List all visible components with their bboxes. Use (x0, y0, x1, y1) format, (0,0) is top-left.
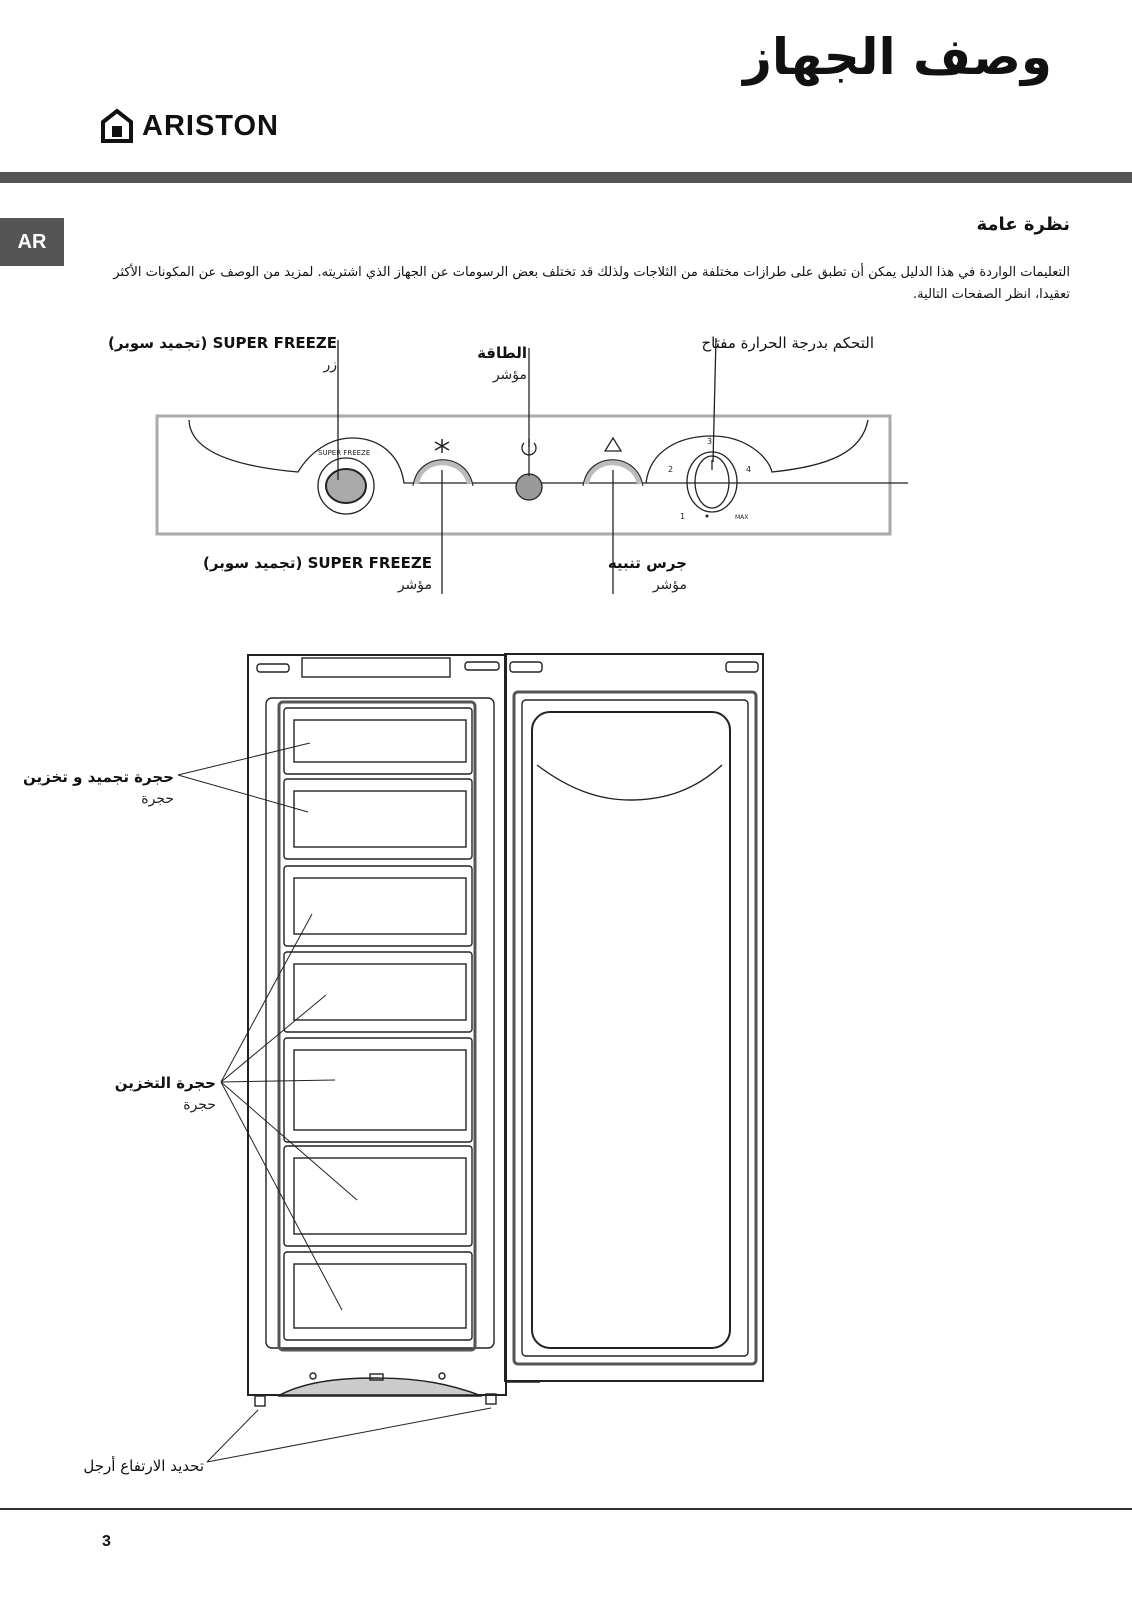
knob-mark-4: 4 (746, 465, 752, 474)
top-control-strip (302, 658, 450, 677)
label-alarm-indicator: جرس تنبيه مؤشر (607, 554, 687, 593)
drawer-front-7 (294, 1264, 466, 1328)
footer-divider (0, 1508, 1132, 1510)
drawer-7 (284, 1252, 472, 1340)
drawer-front-2 (294, 791, 466, 847)
label-storage-compartment: حجرة التخزين حجرة (114, 1074, 216, 1113)
drawer-front-4 (294, 964, 466, 1020)
adjustable-foot-left (255, 1396, 265, 1406)
power-indicator (516, 474, 542, 500)
brand-name: ARISTON (142, 109, 279, 142)
control-panel-fascia (189, 420, 908, 483)
drawer-5 (284, 1038, 472, 1142)
label-freeze-store-compartment: حجرة تجميد و تخزين حجرة (23, 768, 174, 807)
drawer-front-5 (294, 1050, 466, 1130)
drawer-1 (284, 708, 472, 774)
drawer-front-6 (294, 1158, 466, 1234)
label-power-indicator: الطاقة مؤشر (477, 344, 527, 383)
label-thermostat-knob: التحكم بدرجة الحرارة مفتاح (701, 334, 874, 352)
drawer-front-3 (294, 878, 466, 934)
drawer-front-1 (294, 720, 466, 762)
freezer-door (505, 654, 763, 1381)
section-heading: نظرة عامة (976, 214, 1070, 235)
knob-mark-1: 1 (680, 512, 686, 521)
snowflake-icon (435, 439, 449, 453)
page-number: 3 (102, 1533, 111, 1550)
knob-mark-3: 3 (707, 437, 713, 446)
knob-mark-2: 2 (668, 465, 674, 474)
label-adjustable-feet: تحديد الارتفاع أرجل (83, 1457, 204, 1475)
label-super-freeze-button: SUPER FREEZE (تجميد سوبر) زر (108, 334, 337, 373)
language-tab: AR (0, 218, 64, 266)
warning-triangle-icon (605, 438, 621, 451)
freezer-cabinet (248, 655, 506, 1395)
intro-paragraph: التعليمات الواردة في هذا الدليل يمكن أن تطبق على طرازات مختلفة من الثلاجات ولذلك قد تختلف بعض الرسومات عن الجهاز الذي اشتريته. لمزيد من الوصف عن المكونات الأكثر تعقيدا، انظر الصفحات التالية. (113, 265, 1070, 302)
page-title: وصف الجهاز (743, 28, 1052, 86)
label-super-freeze-indicator: SUPER FREEZE (تجميد سوبر) مؤشر (203, 554, 432, 593)
button-ring-text: SUPER FREEZE (318, 449, 371, 457)
door-liner (532, 712, 730, 1348)
knob-mark-max: MAX (735, 514, 749, 521)
